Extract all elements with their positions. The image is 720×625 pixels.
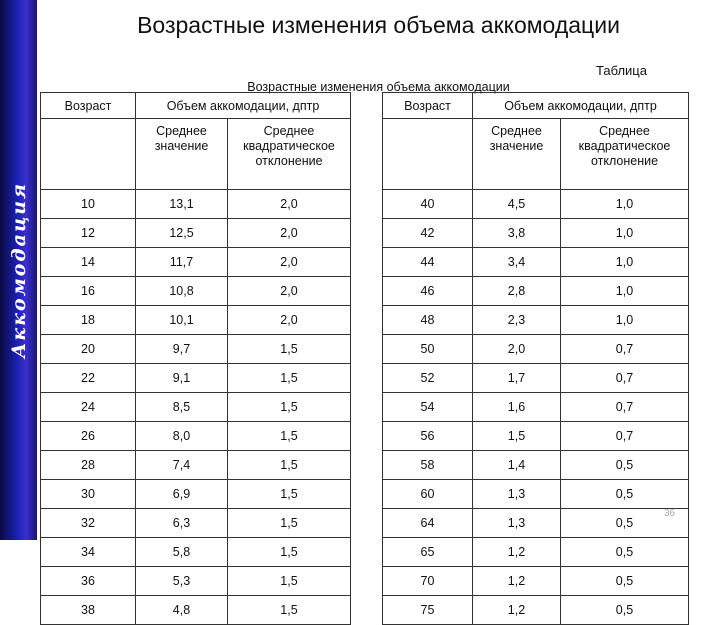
accommodation-table	[40, 92, 689, 625]
cell-mean-left: 13,1	[136, 190, 228, 219]
cell-age-left: 20	[41, 335, 136, 364]
cell-mean-right: 3,8	[473, 219, 561, 248]
header-mean-left: Среднее значение	[136, 119, 228, 190]
page-number: 36	[664, 508, 676, 519]
table-gap-cell	[351, 335, 383, 364]
header-age-left: Возраст	[41, 93, 136, 119]
table-row	[41, 277, 689, 306]
table-gap-cell	[351, 219, 383, 248]
cell-age-left: 18	[41, 306, 136, 335]
cell-age-right: 46	[383, 277, 473, 306]
cell-mean-right: 1,2	[473, 596, 561, 625]
table-row	[41, 335, 689, 364]
cell-mean-left: 6,9	[136, 480, 228, 509]
table-row	[41, 393, 689, 422]
cell-age-left: 22	[41, 364, 136, 393]
cell-mean-left: 12,5	[136, 219, 228, 248]
cell-mean-left: 8,5	[136, 393, 228, 422]
cell-age-left: 16	[41, 277, 136, 306]
cell-age-left: 24	[41, 393, 136, 422]
table-gap-cell	[351, 509, 383, 538]
cell-std-left: 1,5	[228, 596, 351, 625]
cell-std-right: 0,5	[561, 538, 689, 567]
cell-std-left: 2,0	[228, 219, 351, 248]
table-gap	[351, 93, 383, 190]
cell-std-left: 1,5	[228, 538, 351, 567]
cell-mean-right: 4,5	[473, 190, 561, 219]
cell-age-right: 50	[383, 335, 473, 364]
cell-std-right: 0,5	[561, 480, 689, 509]
table-row	[41, 248, 689, 277]
cell-age-left: 30	[41, 480, 136, 509]
cell-age-left: 28	[41, 451, 136, 480]
cell-mean-right: 1,3	[473, 480, 561, 509]
cell-std-right: 0,5	[561, 509, 689, 538]
table-gap-cell	[351, 596, 383, 625]
cell-mean-right: 1,2	[473, 567, 561, 596]
header-std-left: Среднее квадратическое отклонение	[228, 119, 351, 190]
table-label: Таблица	[596, 63, 647, 78]
table-row	[41, 509, 689, 538]
cell-mean-left: 5,8	[136, 538, 228, 567]
cell-mean-left: 4,8	[136, 596, 228, 625]
cell-mean-left: 6,3	[136, 509, 228, 538]
cell-mean-left: 5,3	[136, 567, 228, 596]
cell-mean-right: 1,6	[473, 393, 561, 422]
header-mean-right: Среднее значение	[473, 119, 561, 190]
sidebar-title: Аккомодация	[7, 181, 30, 359]
cell-mean-right: 2,8	[473, 277, 561, 306]
cell-age-right: 48	[383, 306, 473, 335]
table-gap-cell	[351, 567, 383, 596]
cell-std-left: 1,5	[228, 422, 351, 451]
cell-age-right: 52	[383, 364, 473, 393]
table-gap-cell	[351, 248, 383, 277]
cell-std-left: 1,5	[228, 393, 351, 422]
header-age-right-empty	[383, 119, 473, 190]
header-volume-left: Объем аккомодации, дптр	[136, 93, 351, 119]
cell-mean-left: 10,8	[136, 277, 228, 306]
cell-age-right: 54	[383, 393, 473, 422]
cell-std-right: 0,7	[561, 393, 689, 422]
cell-mean-right: 1,5	[473, 422, 561, 451]
cell-std-right: 0,5	[561, 451, 689, 480]
page-title: Возрастные изменения объема аккомодации	[137, 12, 620, 38]
table-gap-cell	[351, 306, 383, 335]
table-row	[41, 480, 689, 509]
cell-age-right: 42	[383, 219, 473, 248]
cell-age-right: 64	[383, 509, 473, 538]
table-row	[41, 306, 689, 335]
table-gap-cell	[351, 538, 383, 567]
table-gap-cell	[351, 480, 383, 509]
cell-std-right: 1,0	[561, 248, 689, 277]
table-gap-cell	[351, 190, 383, 219]
cell-mean-left: 10,1	[136, 306, 228, 335]
table-gap-cell	[351, 422, 383, 451]
cell-mean-right: 1,3	[473, 509, 561, 538]
cell-std-left: 1,5	[228, 364, 351, 393]
cell-mean-left: 11,7	[136, 248, 228, 277]
cell-mean-left: 9,7	[136, 335, 228, 364]
cell-age-right: 65	[383, 538, 473, 567]
table-row	[41, 422, 689, 451]
cell-std-left: 1,5	[228, 335, 351, 364]
table-gap-cell	[351, 393, 383, 422]
cell-mean-right: 1,7	[473, 364, 561, 393]
cell-age-left: 38	[41, 596, 136, 625]
cell-age-left: 32	[41, 509, 136, 538]
cell-age-right: 75	[383, 596, 473, 625]
cell-mean-left: 8,0	[136, 422, 228, 451]
cell-std-right: 1,0	[561, 219, 689, 248]
table-row	[41, 567, 689, 596]
table-row	[41, 190, 689, 219]
header-age-left-empty	[41, 119, 136, 190]
table-body	[41, 190, 689, 625]
cell-std-right: 0,7	[561, 422, 689, 451]
header-volume-right: Объем аккомодации, дптр	[473, 93, 689, 119]
cell-mean-right: 2,3	[473, 306, 561, 335]
cell-mean-left: 7,4	[136, 451, 228, 480]
cell-std-right: 0,5	[561, 596, 689, 625]
cell-age-right: 56	[383, 422, 473, 451]
cell-std-left: 2,0	[228, 190, 351, 219]
cell-std-left: 2,0	[228, 248, 351, 277]
cell-age-right: 70	[383, 567, 473, 596]
cell-std-right: 0,7	[561, 335, 689, 364]
cell-age-right: 44	[383, 248, 473, 277]
table-caption: Возрастные изменения объема аккомодации	[247, 80, 510, 94]
cell-std-left: 1,5	[228, 480, 351, 509]
cell-mean-right: 2,0	[473, 335, 561, 364]
table-gap-cell	[351, 364, 383, 393]
cell-std-left: 1,5	[228, 509, 351, 538]
cell-age-left: 10	[41, 190, 136, 219]
cell-age-right: 58	[383, 451, 473, 480]
table-gap-cell	[351, 451, 383, 480]
cell-age-left: 34	[41, 538, 136, 567]
cell-std-left: 1,5	[228, 567, 351, 596]
table-row	[41, 596, 689, 625]
cell-mean-left: 9,1	[136, 364, 228, 393]
table-row	[41, 364, 689, 393]
header-age-right: Возраст	[383, 93, 473, 119]
cell-age-left: 26	[41, 422, 136, 451]
cell-mean-right: 1,2	[473, 538, 561, 567]
cell-age-left: 36	[41, 567, 136, 596]
cell-std-left: 1,5	[228, 451, 351, 480]
cell-age-right: 40	[383, 190, 473, 219]
cell-age-right: 60	[383, 480, 473, 509]
cell-std-right: 1,0	[561, 306, 689, 335]
cell-age-left: 14	[41, 248, 136, 277]
cell-std-right: 1,0	[561, 277, 689, 306]
cell-std-left: 2,0	[228, 277, 351, 306]
cell-std-right: 0,7	[561, 364, 689, 393]
table-row	[41, 451, 689, 480]
header-std-right: Среднее квадратическое отклонение	[561, 119, 689, 190]
cell-std-right: 1,0	[561, 190, 689, 219]
cell-mean-right: 3,4	[473, 248, 561, 277]
table-row	[41, 219, 689, 248]
cell-std-right: 0,5	[561, 567, 689, 596]
cell-age-left: 12	[41, 219, 136, 248]
table-gap-cell	[351, 277, 383, 306]
cell-std-left: 2,0	[228, 306, 351, 335]
table-row	[41, 538, 689, 567]
cell-mean-right: 1,4	[473, 451, 561, 480]
